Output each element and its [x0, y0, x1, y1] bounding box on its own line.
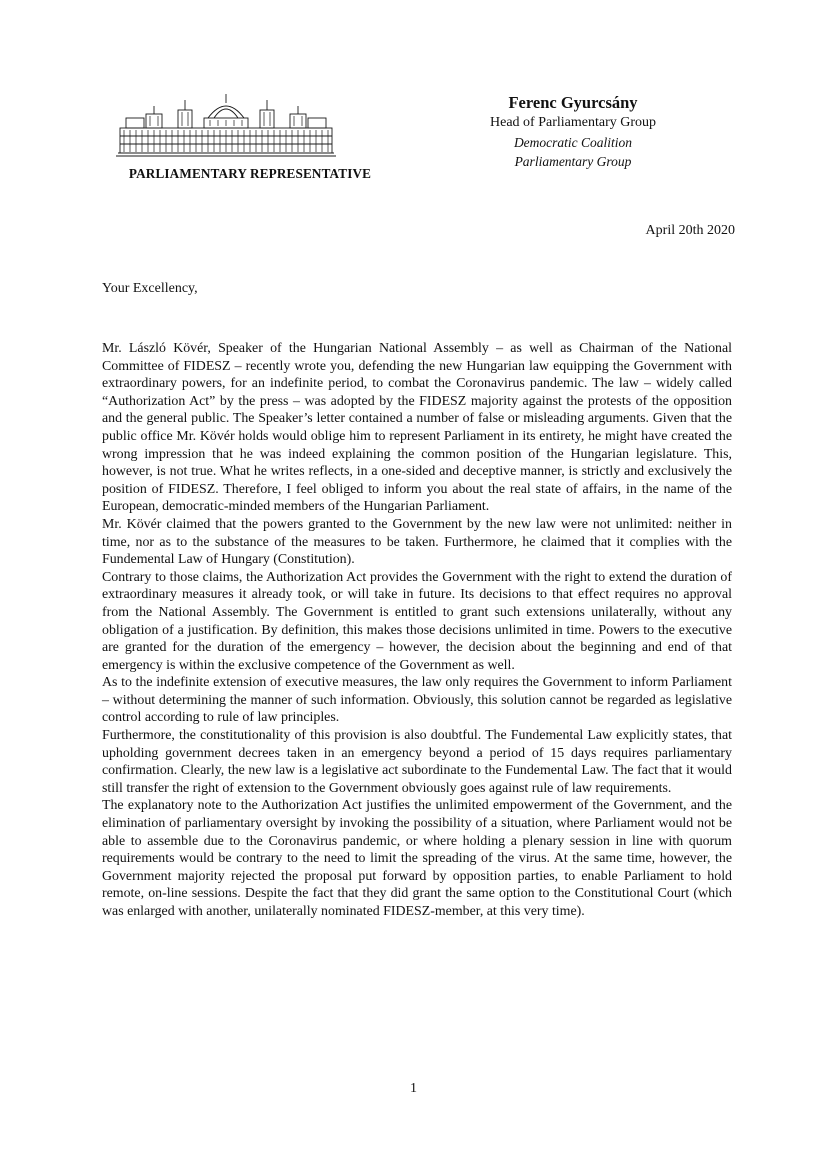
sender-title: Head of Parliamentary Group: [490, 115, 656, 130]
sender-block: [468, 92, 678, 171]
letterhead-left: [100, 92, 400, 181]
paragraph: Furthermore, the constitutionality of this provision is also doubtful. The Fundemental Law explicitly states, that upholding government decrees taken in an emergency beyond a period of 15 days requires parliamentary confirmation. Clearly, the new law is a legislative act subordinate to the Fundemental Law. The fact that it would still transfer the right of extension to the Government obviously goes against rule of law requirements.: [102, 728, 732, 796]
paragraph: The explanatory note to the Authorization Act justifies the unlimited empowerment of the Government, and the elimination of parliamentary oversight by invoking the possibility of a situation, where Parliament would not be able to assemble due to the Coronavirus pandemic, or where holding a plenary session in line with quorum requirements would be contrary to the need to limit the spreading of the virus. At the same time, however, the Government majority rejected the proposal put forward by opposition parties, to enable Parliament to hold remote, on-line sessions. Despite the fact that they did grant the same option to the Constitutional Court (which was enlarged with another, unilaterally nominated FIDESZ-member, at this very time).: [102, 798, 732, 919]
paragraph: As to the indefinite extension of executive measures, the law only requires the Government to inform Parliament – without determining the manner of such information. Obviously, this solution cannot be regarded as legislative control according to rule of law principles.: [102, 675, 732, 726]
letter-body: [102, 340, 732, 921]
sender-name: Ferenc Gyurcsány: [508, 93, 638, 112]
page-number: 1: [410, 1081, 417, 1096]
parliament-building-icon: [116, 92, 336, 160]
paragraph: Mr. László Kövér, Speaker of the Hungarian National Assembly – as well as Chairman of the National Committee of FIDESZ – recently wrote you, defending the new Hungarian law equipping the Government with extraordinary powers, for an indefinite period, to combat the Coronavirus pandemic. The law – widely called “Authorization Act” by the press – was adopted by the FIDESZ majority against the protests of the opposition and the general public. The Speaker’s letter contained a number of false or misleading arguments. Given that the public office Mr. Kövér holds would oblige him to represent Parliament in its entirety, he might have created the wrong impression that he was indeed explaining the common position of the Hungarian legislature. This, however, is not true. What he writes reflects, in a one-sided and deceptive manner, is strictly and exclusively the position of FIDESZ. Therefore, I feel obliged to inform you about the real state of affairs, in the name of the European, democratic-minded members of the Hungarian Parliament.: [102, 341, 732, 515]
organization-name: PARLIAMENTARY REPRESENTATIVE: [128, 166, 372, 181]
salutation: Your Excellency,: [102, 281, 198, 296]
sender-group-line-1: Democratic Coalition: [513, 135, 633, 150]
paragraph: Mr. Kövér claimed that the powers granted to the Government by the new law were not unlimited: neither in time, nor as to the substance of the measures to be taken. Furthermore, he claimed that it complies with the Fundemental Law of Hungary (Constitution).: [102, 516, 732, 568]
sender-group-line-2: Parliamentary Group: [514, 154, 632, 169]
paragraph: Contrary to those claims, the Authorization Act provides the Government with the right to extend the duration of extraordinary measures it already took, or will take in future. Its decisions to that effect requires no approval from the National Assembly. The Government is entitled to grant such extensions unilaterally, without any obligation of a justification. By definition, this makes those decisions unlimited in time. Powers to the executive are granted for the duration of the emergency – however, the decision about the beginning and end of that emergency is within the exclusive competence of the Government as well.: [102, 569, 732, 673]
letter-date: April 20th 2020: [645, 223, 735, 238]
